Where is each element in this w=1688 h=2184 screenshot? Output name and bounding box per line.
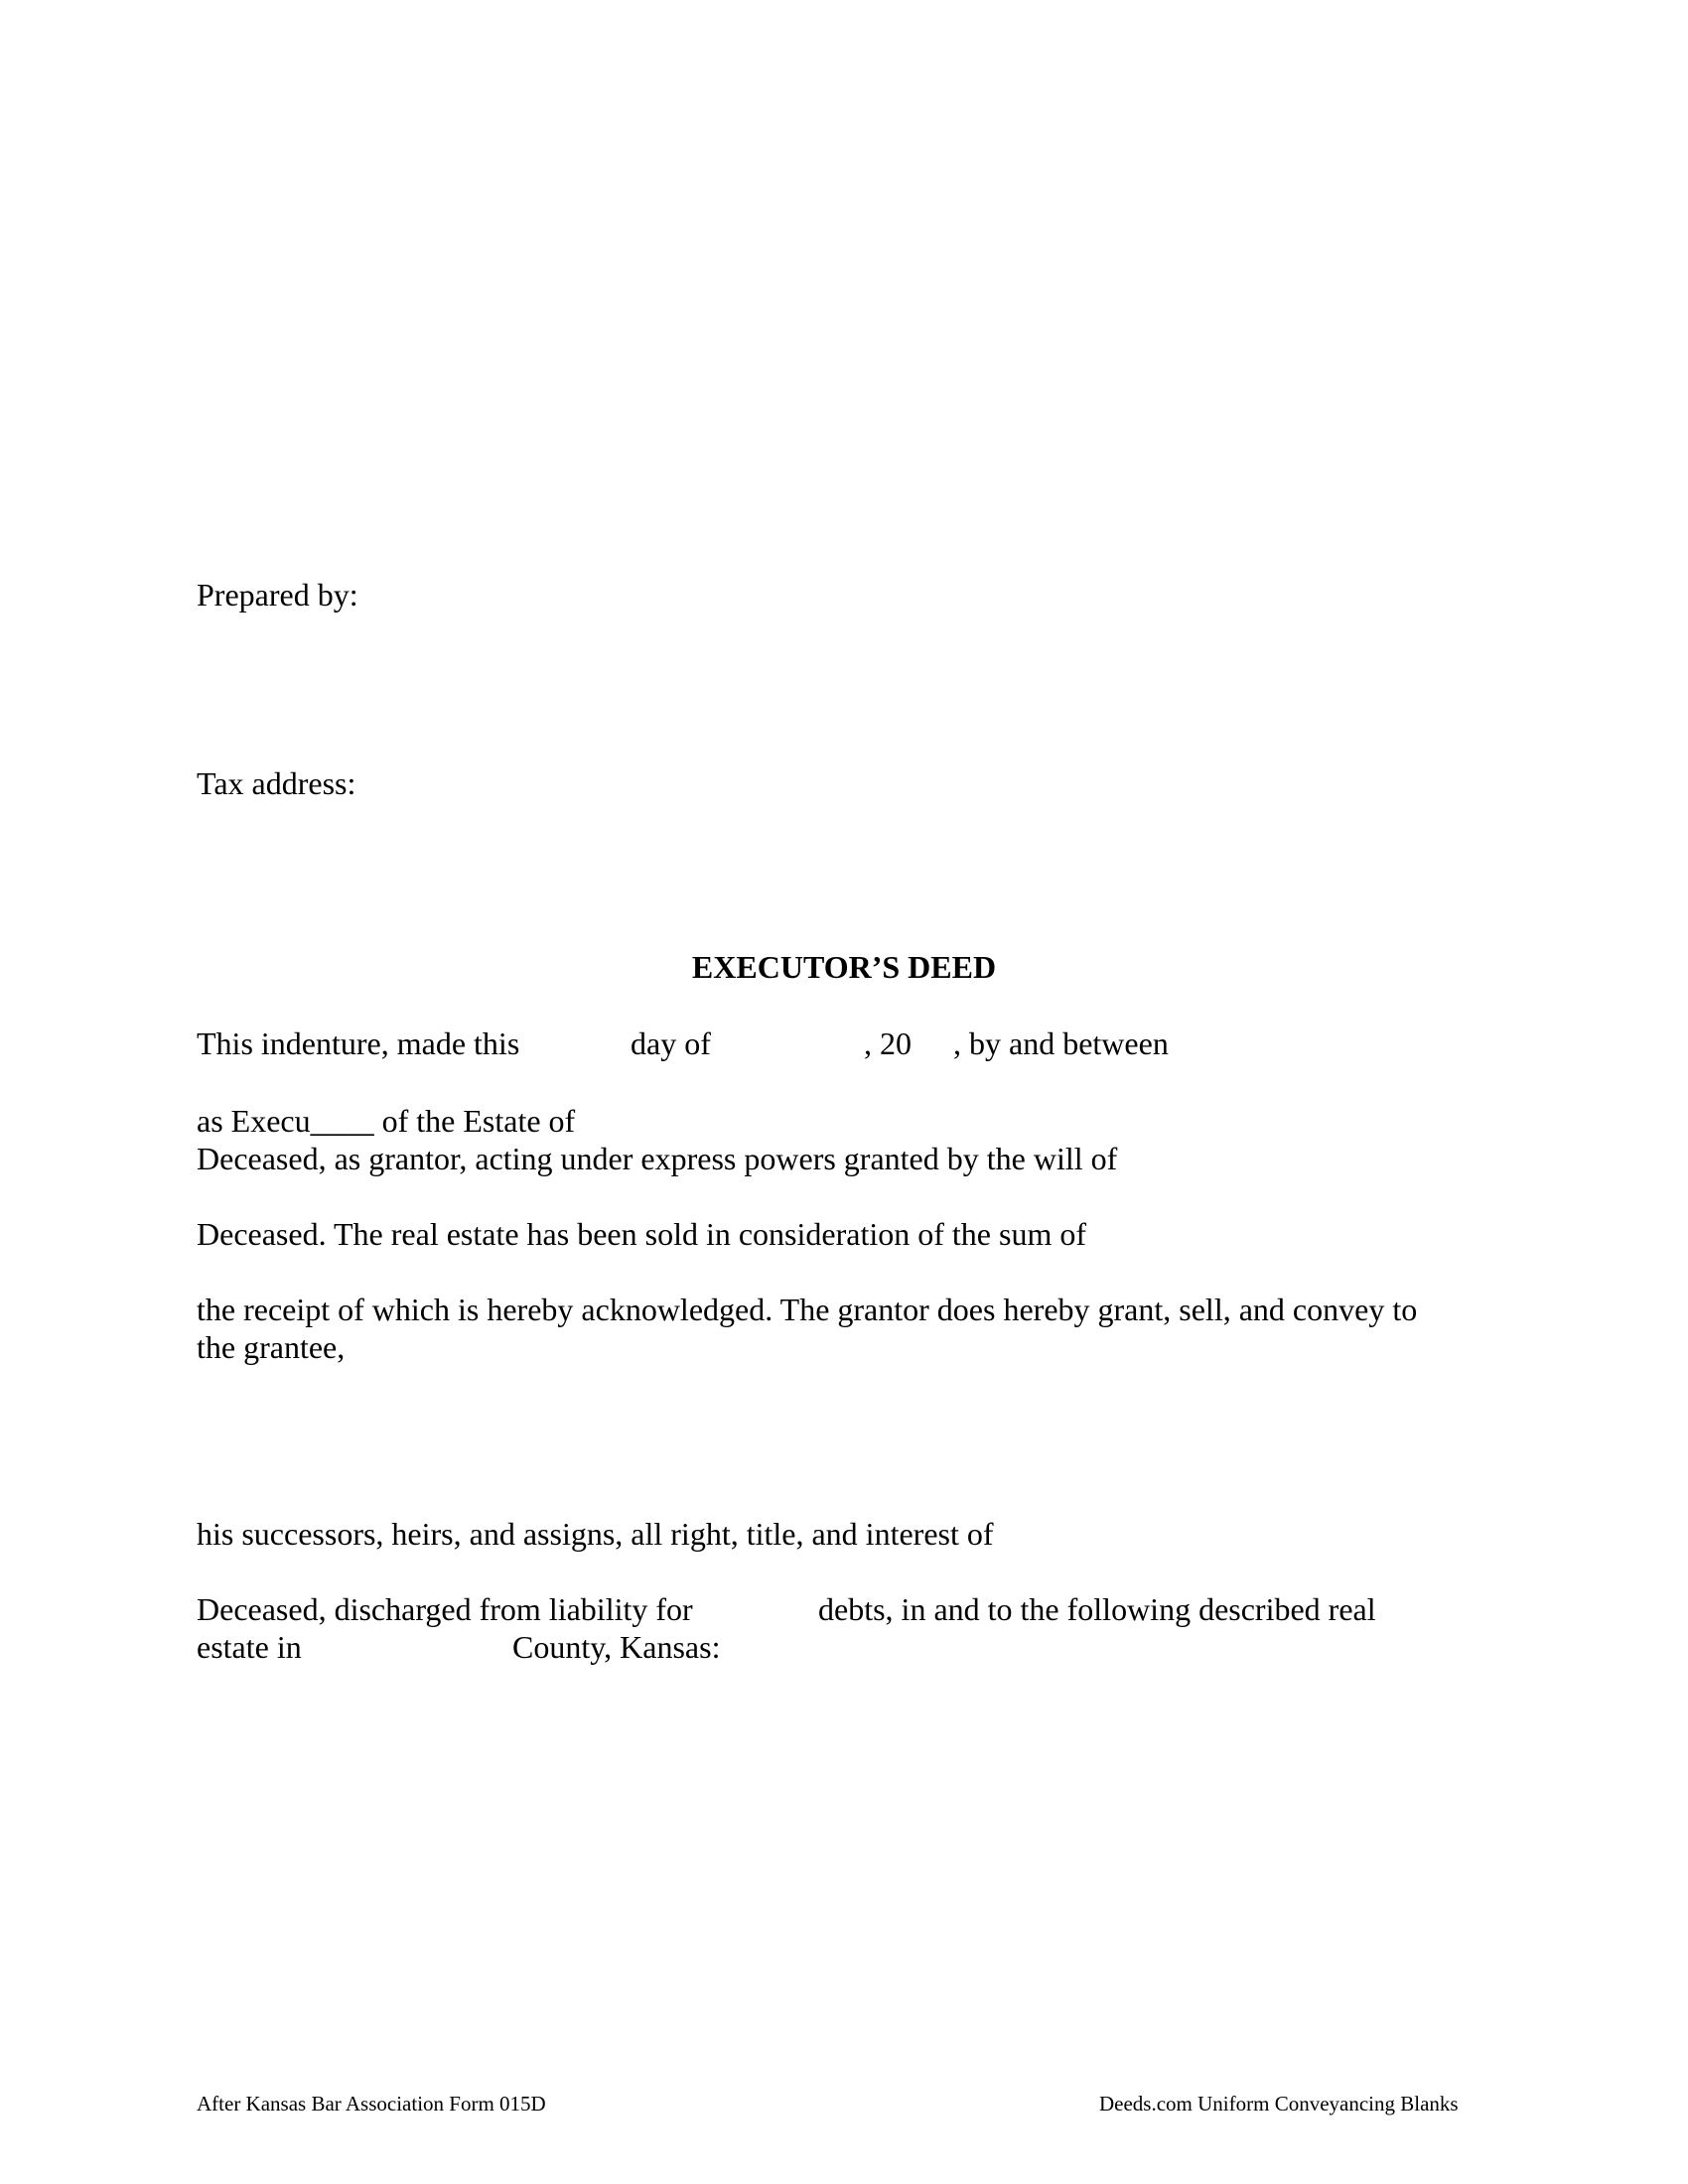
estate-in-text: estate in [197,1629,302,1665]
indenture-text: This indenture, made this [197,1025,520,1061]
county-kansas-text: County, Kansas: [512,1629,721,1665]
grant-line: the receipt of which is hereby acknowledged. The grantor does hereby grant, sell, and convey to [197,1292,1418,1327]
executor-line: as Execu____ of the Estate of [197,1103,576,1139]
prepared-by-label: Prepared by: [197,577,358,613]
grantee-line: the grantee, [197,1329,346,1365]
footer-form-source: After Kansas Bar Association Form 015D [197,2092,546,2116]
indenture-between: , by and between [953,1025,1169,1061]
successors-line: his successors, heirs, and assigns, all right, title, and interest of [197,1516,994,1552]
indenture-year: , 20 [864,1025,912,1061]
liability-text: Deceased, discharged from liability for [197,1591,693,1627]
indenture-day-of: day of [631,1025,711,1061]
document-title: EXECUTOR’S DEED [691,949,997,985]
consideration-line: Deceased. The real estate has been sold in consideration of the sum of [197,1216,1086,1252]
footer-publisher: Deeds.com Uniform Conveyancing Blanks [1099,2092,1459,2116]
grantor-line: Deceased, as grantor, acting under express powers granted by the will of [197,1141,1118,1176]
debts-text: debts, in and to the following described real [818,1591,1376,1627]
tax-address-label: Tax address: [197,765,356,801]
